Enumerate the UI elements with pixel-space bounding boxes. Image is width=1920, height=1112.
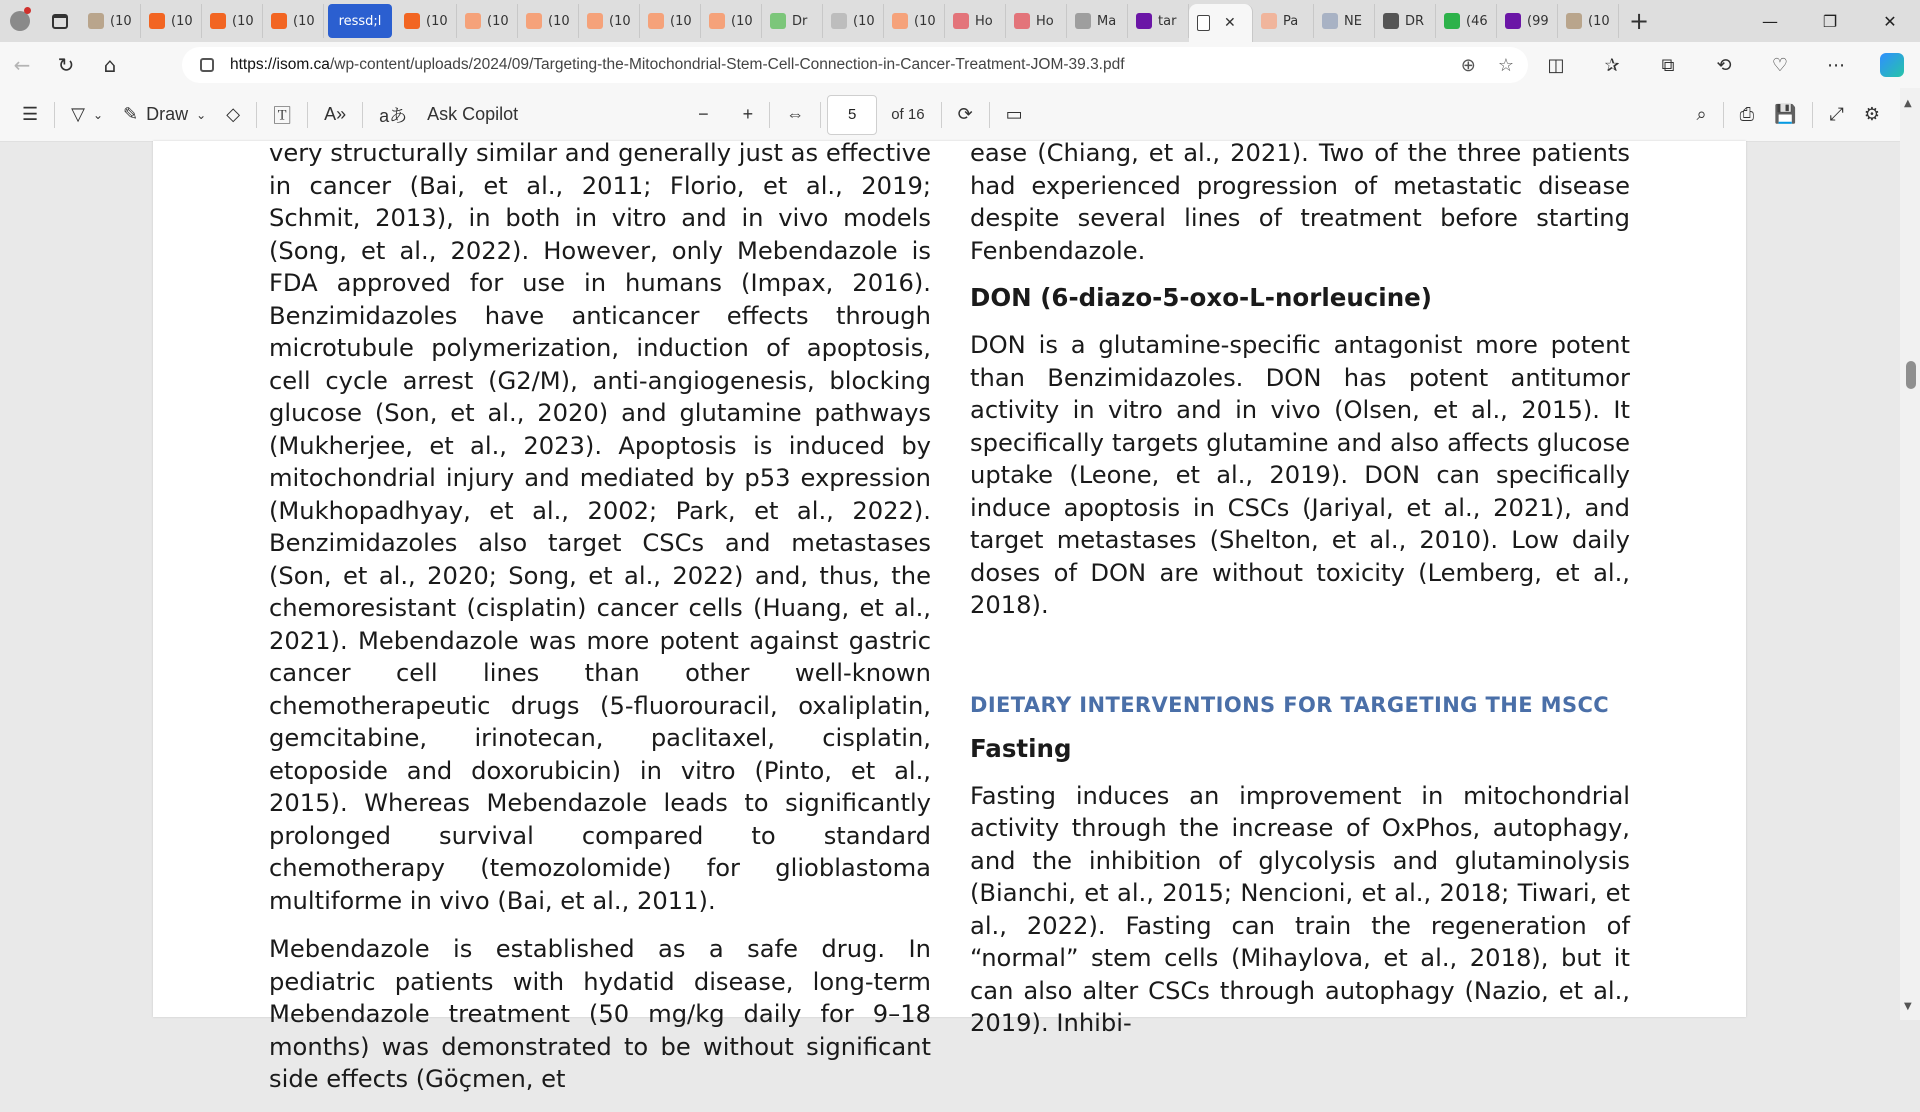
back-button[interactable]: ← [13,53,31,77]
search-icon[interactable]: ⌕ [1696,104,1707,124]
url-bar-actions [1461,47,1514,83]
lock-icon[interactable] [200,58,214,72]
tab-label: Ho [1036,13,1054,29]
zoom-out-button[interactable]: − [698,104,709,124]
pdf-viewer[interactable] [0,139,1900,1093]
tab-favicon-icon [404,13,420,29]
minimize-button[interactable]: — [1762,11,1778,31]
scrollbar-thumb[interactable] [1906,361,1916,389]
browser-tab[interactable] [640,4,701,38]
tab-favicon-icon [1383,13,1399,29]
toolbar-divider [820,102,821,128]
tab-label: (10 [609,13,631,29]
address-bar-row [0,42,1920,88]
erase-button[interactable]: ◇ [226,104,241,124]
url-text[interactable] [230,56,1125,74]
browser-actions [1528,42,1920,88]
read-aloud-button[interactable]: A» [324,104,347,124]
tab-actions-button[interactable] [40,0,80,42]
translate-button[interactable]: aあ [379,105,408,126]
toolbar-divider [941,102,942,128]
browser-tab[interactable] [1436,4,1497,38]
tab-list [80,0,1619,42]
tab-label: (46 [1466,13,1488,29]
chevron-down-icon[interactable]: ⌄ [196,107,207,122]
new-tab-button[interactable]: + [1628,7,1650,35]
tab-favicon-icon [210,13,226,29]
copilot-icon[interactable] [1880,53,1904,77]
paragraph-benzimidazoles: very structurally similar and generally just as effective in cancer (Bai, et al., 2011; Florio, et al., 2019; Schmit, 2013), in both in vitro and in vivo models (Song, et al., 2022). However, only Mebendazole is FDA approved for use in humans (Impax, 2016). Benzimidazoles have anticancer effects through microtubule polymerization, induction of apoptosis, cell cycle arrest (G2/M), anti-angiogenesis, blocking glucose (Son, et al., 2020) and glutamine pathways (Mukherjee, et al., 2023). Apoptosis is induced by mitochondrial injury and mediated by p53 expression (Mukhopadhyay, et al., 2002; Park, et al., 2022). Benzimidazoles also target CSCs and metastases (Son, et al., 2020; Song, et al., 2022) and, thus, the chemoresistant (cisplatin) cancer cells (Huang, et al., 2021). Mebendazole was more potent against gastric cancer cell lines than other well-known chemotherapeutic drugs (5-fluorouracil, oxaliplatin, gemcitabine, irinotecan, paclitaxel, cisplatin, etoposide and doxorubicin) in vitro (Pinto, et al., 2015). Whereas Mebendazole leads to significantly prolonged survival compared to standard chemotherapy (temozolomide) for glioblastoma multiforme in vivo (Bai, et al., 2011). [269,139,931,915]
browser-tab[interactable] [141,4,202,38]
tab-label: NE [1344,13,1362,29]
tab-favicon-icon [1075,13,1091,29]
notification-dot [24,7,31,14]
browser-tab[interactable] [1067,4,1128,38]
toolbar-divider [362,102,363,128]
ask-copilot-button[interactable]: Ask Copilot [427,104,519,124]
fit-to-width-button[interactable]: ⇔ [786,104,805,124]
tab-favicon-icon [770,13,786,29]
tab-favicon-icon [149,13,165,29]
tab-favicon-icon [1566,13,1582,29]
save-button[interactable]: 💾 [1774,104,1797,124]
fullscreen-button[interactable]: ⤢ [1829,104,1844,124]
collections-button[interactable]: ⧉ [1661,54,1675,76]
tab-label: Dr [792,13,808,29]
browser-tab[interactable] [80,4,141,38]
tab-favicon-icon [1322,13,1338,29]
tab-label: (10 [853,13,875,29]
tab-favicon-icon [271,13,287,29]
paragraph-mebendazole-safety: Mebendazole is established as a safe drug. In pediatric patients with hydatid disease, long-term Mebendazole treatment (50 mg/kg daily for 9–18 months) was demonstrated to be without significant side effects (Göçmen, et [269,935,931,1093]
print-button[interactable]: ⎙ [1739,104,1755,124]
browser-tab[interactable] [1497,4,1558,38]
highlighter-icon: ▽ [71,104,85,124]
browser-tab[interactable] [1189,4,1253,42]
browser-tab[interactable] [518,4,579,38]
history-button[interactable]: ⟲ [1716,54,1732,76]
tab-strip [0,0,1920,42]
chevron-down-icon[interactable]: ⌄ [92,107,104,122]
browser-tab[interactable] [1128,4,1189,38]
paragraph-fasting: Fasting induces an improvement in mitochondrial activity through the increase of OxPhos, autophagy, and the inhibition of glycolysis and glutaminolysis (Bianchi, et al., 2015; Nencioni, et al., 2018; Tiwari, et al., 2022). Fasting can train the regeneration of “normal” stem cells (Mihaylova, et al., 2018), but it can also alter CSCs through autophagy (Nazio, et al., 2019). Inhibi- [970,781,1630,1037]
tab-label: tar [1158,13,1177,29]
page-number-input[interactable]: 5 [827,95,877,135]
toolbar-divider [256,102,257,128]
home-button[interactable]: ⌂ [103,53,117,77]
browser-essentials-button[interactable]: ♡ [1771,54,1789,76]
tab-label: ressd;l [338,13,382,29]
tab-label: (10 [487,13,509,29]
tab-label: (10 [548,13,570,29]
left-column [269,137,931,1112]
toolbar-divider [307,102,308,128]
tab-label: (10 [110,13,132,29]
url-domain: https://isom.ca [230,56,330,73]
tab-label: (10 [232,13,254,29]
tab-label: (10 [914,13,936,29]
browser-tab[interactable] [945,4,1006,38]
browser-tab[interactable] [457,4,518,38]
url-bar[interactable] [182,47,1528,83]
browser-tab[interactable] [823,4,884,38]
tab-label: DR [1405,13,1425,29]
restore-button[interactable]: ❐ [1822,11,1838,31]
zoom-icon[interactable]: ⊕ [1460,54,1476,76]
scroll-down-icon[interactable]: ▼ [1904,1001,1912,1012]
browser-tab[interactable] [701,4,762,38]
tab-favicon-icon [953,13,969,29]
toolbar-divider [769,102,770,128]
tab-favicon-icon [709,13,725,29]
browser-tab[interactable] [1314,4,1375,38]
tab-label: (10 [426,13,448,29]
pdf-toolbar [0,88,1920,142]
heading-fasting: Fasting [970,733,1072,763]
tab-favicon-icon [1197,15,1210,31]
paragraph-don: DON is a glutamine-specific antagonist more potent than Benzimidazoles. DON has potent antitumor activity in vitro and in vivo (Olsen, et al., 2015). It specifically targets glutamine and also affects glucose uptake (Leone, et al., 2019). DON can specifically induce apoptosis in CSCs (Jariyal, et al., 2021), and target metastases (Shelton, et al., 2010). Low daily doses of DON are without toxicity (Lemberg, et al., 2018). [970,331,1630,619]
tab-favicon-icon [587,13,603,29]
split-screen-button[interactable]: ◫ [1547,54,1565,76]
page-count: of 16 [891,106,925,123]
add-text-button[interactable]: 🅃 [273,105,292,126]
tab-favicon-icon [1444,13,1460,29]
tab-favicon-icon [1136,13,1152,29]
section-heading-dietary: DIETARY INTERVENTIONS FOR TARGETING THE MSCC [970,692,1610,717]
rotate-button[interactable]: ⟳ [957,104,973,124]
heading-don: DON (6-diazo-5-oxo-L-norleucine) [970,283,1432,312]
tab-favicon-icon [892,13,908,29]
tab-favicon-icon [1505,13,1521,29]
browser-tab[interactable] [328,4,392,38]
draw-button[interactable] [113,88,216,142]
tab-label: (10 [293,13,315,29]
settings-gear-icon[interactable]: ⚙ [1863,104,1880,124]
toolbar-divider [1812,102,1813,128]
vertical-scrollbar[interactable] [1900,88,1920,1020]
tab-label: Pa [1283,13,1299,29]
browser-tab[interactable] [263,4,324,38]
browser-tab[interactable] [1558,4,1619,38]
close-window-button[interactable]: ✕ [1883,11,1897,31]
profile-button[interactable] [0,0,40,42]
browser-tab[interactable] [762,4,823,38]
right-column [970,137,1630,1056]
tab-label: (10 [731,13,753,29]
favorite-star-icon[interactable]: ☆ [1497,54,1514,76]
paragraph-fenbendazole-end: ease (Chiang, et al., 2021). Two of the three patients had experienced progression of metastatic disease despite several lines of treatment before starting Fenbendazole. [970,139,1630,265]
browser-tab[interactable] [202,4,263,38]
tab-label: Ho [975,13,993,29]
browser-tab[interactable] [396,4,457,38]
browser-tab[interactable] [579,4,640,38]
pen-icon: ✎ [123,104,139,124]
draw-label: Draw [146,104,189,124]
tab-favicon-icon [1014,13,1030,29]
avatar [10,11,30,31]
contents-button[interactable]: ☰ [22,104,39,124]
browser-tab[interactable] [1006,4,1067,38]
tab-favicon-icon [831,13,847,29]
tab-label: (10 [1588,13,1610,29]
tab-label: (99 [1527,13,1549,29]
zoom-in-button[interactable]: + [742,104,754,124]
tab-label: (10 [670,13,692,29]
refresh-button[interactable]: ↻ [57,53,75,77]
tab-favicon-icon [88,13,104,29]
url-path: /wp-content/uploads/2024/09/Targeting-the-Mitochondrial-Stem-Cell-Connection-in-Cancer-Treatment-JOM-39.3.pdf [329,56,1125,73]
tab-favicon-icon [1261,13,1277,29]
tab-label: (10 [171,13,193,29]
toolbar-divider [54,102,55,128]
page-view-button[interactable]: ▭ [1005,104,1023,124]
browser-tab[interactable] [884,4,945,38]
tab-favicon-icon [648,13,664,29]
tab-favicon-icon [526,13,542,29]
pdf-page [153,139,1746,1093]
browser-tab[interactable] [1375,4,1436,38]
toolbar-divider [989,102,990,128]
browser-tab[interactable] [1253,4,1314,38]
more-button[interactable]: ⋯ [1827,54,1845,76]
toolbar-divider [1723,102,1724,128]
window-controls [1740,0,1920,42]
highlight-button[interactable] [61,88,113,142]
scroll-up-icon[interactable]: ▲ [1904,98,1912,109]
tab-label: Ma [1097,13,1117,29]
tab-favicon-icon [465,13,481,29]
tab-actions-icon [52,14,68,29]
close-tab-icon[interactable]: ✕ [1224,15,1236,31]
favorites-button[interactable]: ✰ [1604,54,1620,76]
